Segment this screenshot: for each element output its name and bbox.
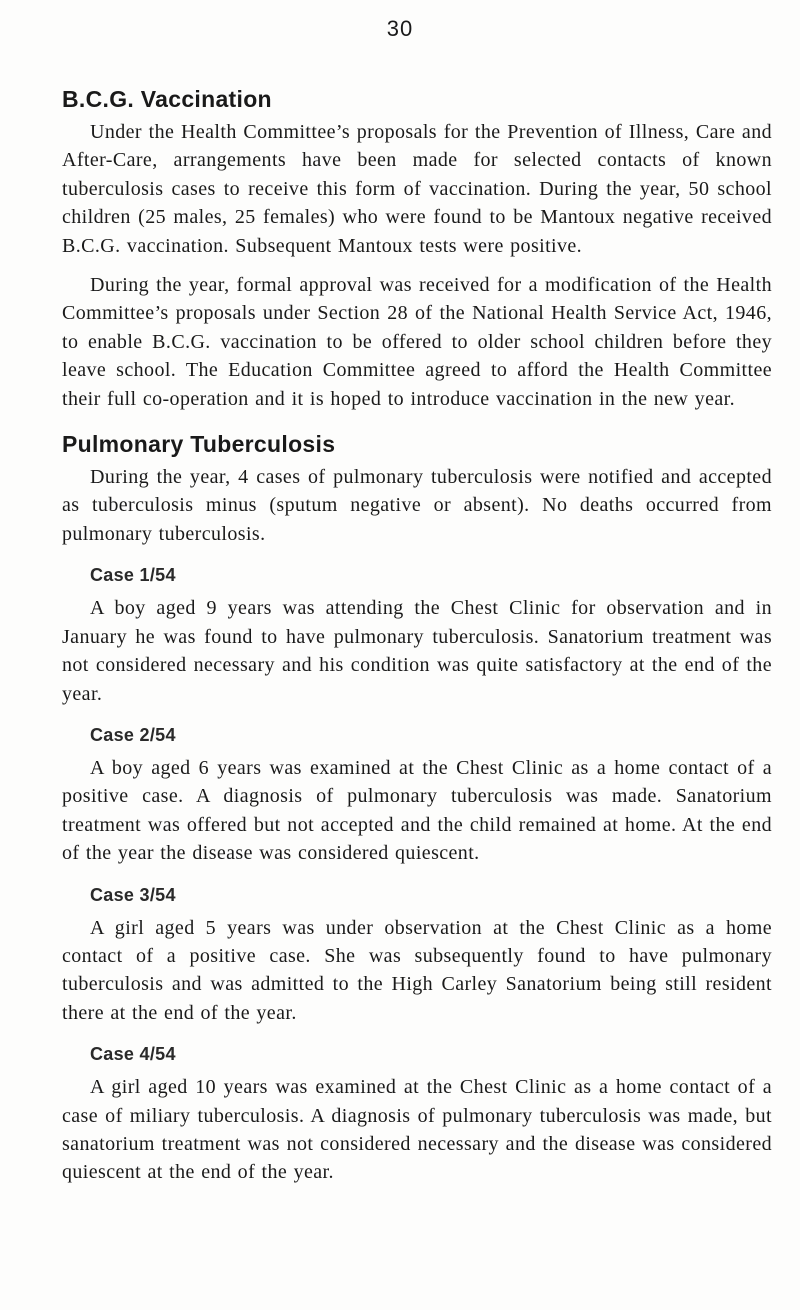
case-entry [62, 882, 772, 1028]
case-heading: Case 3/54 [90, 884, 176, 905]
paragraph: During the year, 4 cases of pulmonary tuberculosis were notified and accepted as tuberculosis minus (sputum negative or absent). No deaths occurred from pulmonary tuberculosis. [62, 466, 772, 545]
case-heading: Case 4/54 [90, 1044, 176, 1065]
case-entry [62, 562, 772, 708]
section-heading: B.C.G. Vaccination [62, 86, 272, 112]
case-description: A girl aged 5 years was under observation at the Chest Clinic as a home contact of a positive case. She was subsequently found to have pulmonary tuberculosis and was admitted to the High Carley Sanatorium being still resident there at the end of the year. [62, 916, 772, 1024]
case-description: A girl aged 10 years was examined at the Chest Clinic as a home contact of a case of miliary tuberculosis. A diagnosis of pulmonary tuberculosis was made, but sanatorium treatment was not considered necessary and the disease was considered quiescent at the end of the year. [62, 1076, 772, 1184]
case-heading: Case 1/54 [90, 565, 176, 586]
paragraph: Under the Health Committee’s proposals for the Prevention of Illness, Care and After-Care, arrangements have been made for selected contacts of known tuberculosis cases to receive this form of vaccination. During the year, 50 school children (25 males, 25 females) who were found to be Mantoux negative received B.C.G. vaccination. Subsequent Mantoux tests were positive. [62, 121, 772, 257]
page-number: 30 [386, 16, 414, 41]
section-heading: Pulmonary Tuberculosis [62, 431, 336, 458]
section-pulmonary-tuberculosis [62, 429, 772, 1187]
case-heading: Case 2/54 [90, 724, 176, 745]
case-entry [62, 1041, 772, 1187]
case-description: A boy aged 9 years was attending the Chest Clinic for observation and in January he was found to have pulmonary tuberculosis. Sanatorium treatment was not considered necessary and his condition was quite satisfactory at the end of the year. [62, 597, 772, 705]
page-content [62, 84, 772, 1187]
case-entry [62, 722, 772, 868]
paragraph: During the year, formal approval was received for a modification of the Health Committee’s proposals under Section 28 of the National Health Service Act, 1946, to enable B.C.G. vaccination to be offered to older school children before they leave school. The Education Committee agreed to afford the Health Committee their full co-operation and it is hoped to introduce vaccination in the new year. [62, 274, 772, 410]
case-description: A boy aged 6 years was examined at the Chest Clinic as a home contact of a positive case. A diagnosis of pulmonary tuberculosis was made. Sanatorium treatment was offered but not accepted and the child remained at home. At the end of the year the disease was considered quiescent. [62, 756, 772, 865]
section-bcg-vaccination [62, 84, 772, 413]
